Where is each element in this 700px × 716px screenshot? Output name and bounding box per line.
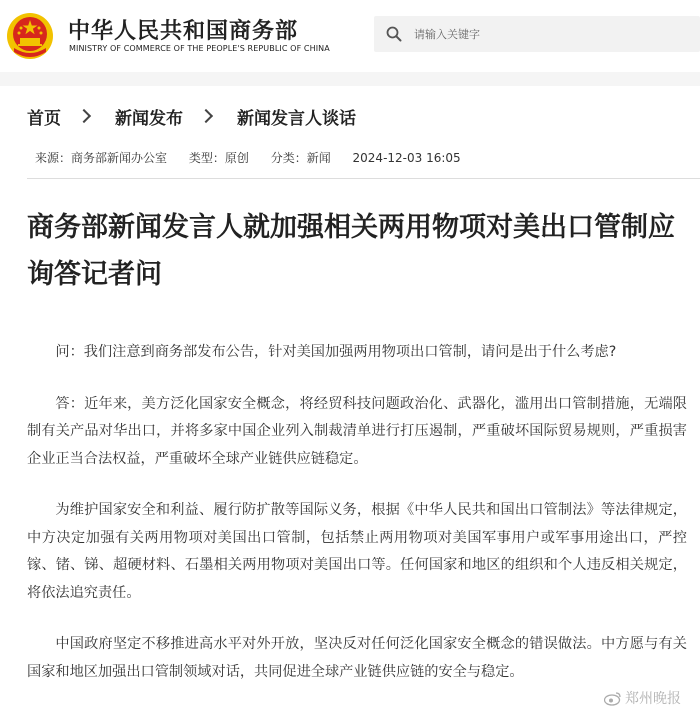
chevron-right-icon — [199, 109, 213, 123]
weibo-icon — [604, 691, 622, 706]
breadcrumb-spokesperson-link[interactable]: 新闻发言人谈话 — [237, 108, 356, 129]
site-header — [0, 0, 700, 72]
meta-type: 类型：原创 — [188, 151, 249, 165]
national-emblem-logo[interactable] — [6, 12, 54, 60]
meta-datetime: 2024-12-03 16:05 — [352, 151, 461, 165]
chevron-right-icon — [77, 109, 91, 123]
ministry-name-cn: 中华人民共和国商务部 — [68, 19, 299, 44]
article-paragraph: 答：近年来，美方泛化国家安全概念，将经贸科技问题政治化、武器化，滥用出口管制措施，无端限制有关产品对华出口，并将多家中国企业列入制裁清单进行打压遏制，严重破坏国际贸易规则，严重损害企业正当合法权益，严重破坏全球产业链供应链稳定。 — [27, 395, 687, 467]
search-input[interactable] — [374, 16, 700, 52]
watermark-text: 郑州晚报 — [625, 691, 681, 707]
ministry-name-en: MINISTRY OF COMMERCE OF THE PEOPLE'S REPUBLIC OF CHINA — [69, 44, 330, 53]
breadcrumb-home-link[interactable]: 首页 — [27, 108, 61, 129]
header-divider-band — [0, 72, 700, 86]
meta-source: 来源：商务部新闻办公室 — [35, 151, 168, 165]
article-paragraph: 中国政府坚定不移推进高水平对外开放，坚决反对任何泛化国家安全概念的错误做法。中方愿与有关国家和地区加强出口管制领域对话，共同促进全球产业链供应链的安全与稳定。 — [27, 636, 687, 680]
search-placeholder[interactable]: 请输入关键字 — [414, 28, 480, 41]
article-meta — [35, 149, 479, 166]
breadcrumb — [27, 103, 356, 129]
breadcrumb-news-release-link[interactable]: 新闻发布 — [115, 108, 183, 129]
meta-divider — [27, 178, 700, 179]
article-paragraph: 问：我们注意到商务部发布公告，针对美国加强两用物项出口管制，请问是出于什么考虑? — [55, 344, 617, 360]
article-title: 商务部新闻发言人就加强相关两用物项对美出口管制应询答记者问 — [27, 212, 675, 290]
watermark — [604, 688, 681, 708]
article-paragraph: 为维护国家安全和利益、履行防扩散等国际义务，根据《中华人民共和国出口管制法》等法律规定，中方决定加强有关两用物项对美国出口管制，包括禁止两用物项对美国军事用户或军事用途出口，严控镓、锗、锑、超硬材料、石墨相关两用物项对美国出口等。任何国家和地区的组织和个人违反相关规定，将依法追究责任。 — [27, 502, 687, 601]
search-icon[interactable] — [386, 26, 402, 42]
article-body — [27, 339, 687, 710]
meta-category: 分类：新闻 — [270, 151, 331, 165]
